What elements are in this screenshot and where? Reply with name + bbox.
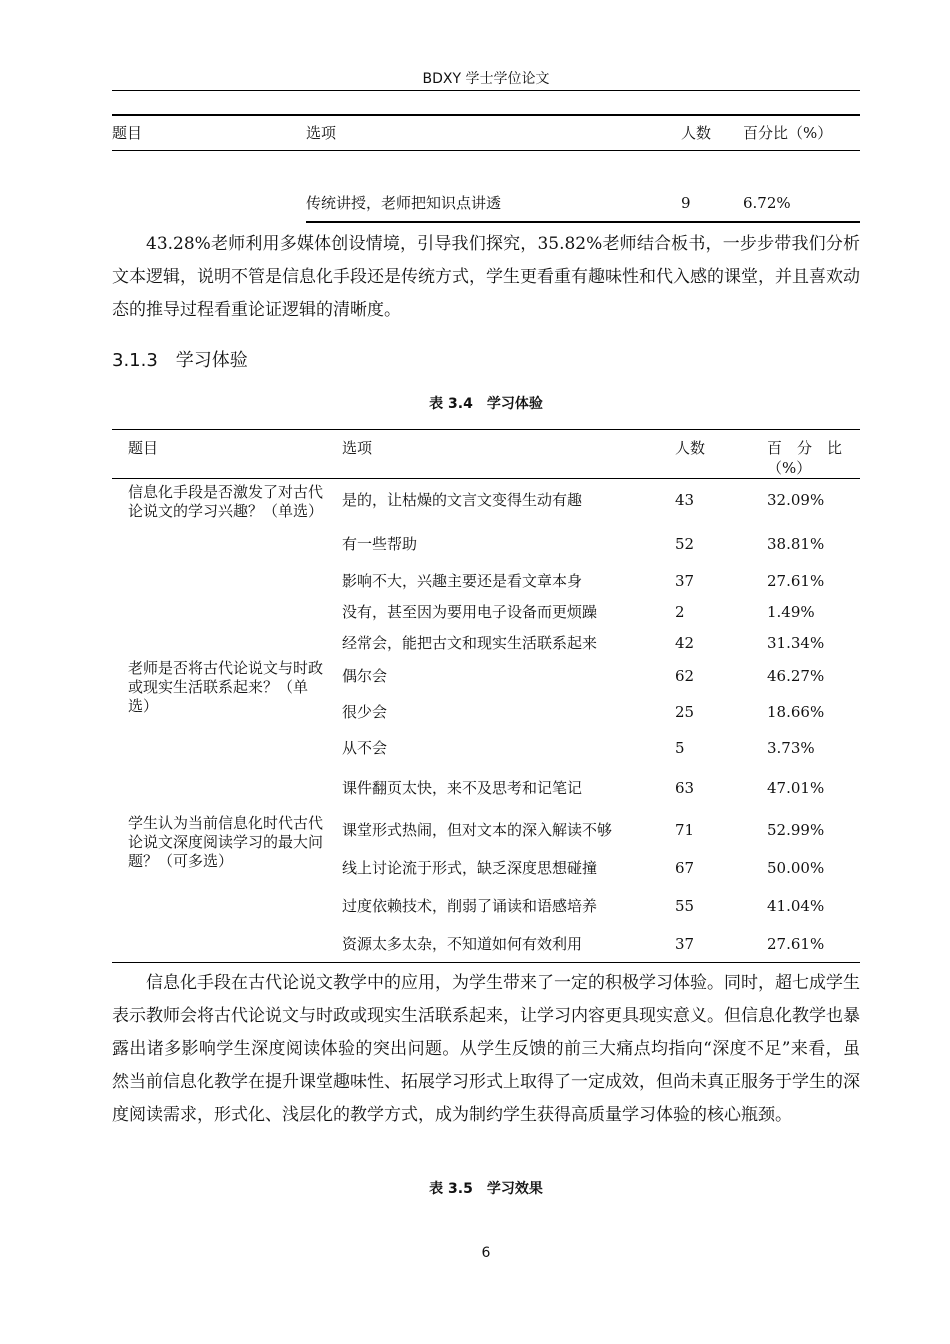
- table-3-4-bottom-rule: [112, 962, 860, 963]
- row-percent: 47.01%: [767, 779, 825, 797]
- table-3-4-header-rule: [112, 478, 860, 479]
- row-percent: 41.04%: [767, 897, 825, 915]
- row-option: 有一些帮助: [342, 535, 418, 553]
- section-heading: 3.1.3 学习体验: [112, 350, 248, 371]
- row-option: 线上讨论流于形式，缺乏深度思想碰撞: [342, 859, 598, 877]
- row-option: 很少会: [342, 703, 388, 721]
- table-top-header-count: 人数: [681, 124, 712, 142]
- row-count: 37: [675, 572, 695, 590]
- row-percent: 50.00%: [767, 859, 825, 877]
- table-top-header-question: 题目: [112, 124, 143, 142]
- question-2: 老师是否将古代论说文与时政或现实生活联系起来？（单选）: [128, 659, 324, 715]
- row-option: 课堂形式热闹，但对文本的深入解读不够: [342, 821, 613, 839]
- row-count: 71: [675, 821, 695, 839]
- paragraph-1: 43.28%老师利用多媒体创设情境，引导我们探究，35.82%老师结合板书，一步步带我们分析文本逻辑，说明不管是信息化手段还是传统方式，学生更看重有趣味性和代入感的课堂，并且喜欢动态的推导过程看重论证逻辑的清晰度。: [112, 234, 860, 320]
- row-option: 从不会: [342, 739, 388, 757]
- table-3-4-top-rule: [112, 429, 860, 430]
- row-count: 67: [675, 859, 695, 877]
- table-top-rule: [112, 114, 860, 116]
- row-count: 62: [675, 667, 695, 685]
- row-count: 42: [675, 634, 695, 652]
- table-3-4-header-question: 题目: [128, 439, 159, 457]
- row-percent: 18.66%: [767, 703, 825, 721]
- row-percent: 3.73%: [767, 739, 815, 757]
- question-1: 信息化手段是否激发了对古代论说文的学习兴趣？（单选）: [128, 483, 324, 520]
- row-count: 43: [675, 491, 695, 509]
- table-3-4-header-option: 选项: [342, 439, 373, 457]
- row-option: 是的，让枯燥的文言文变得生动有趣: [342, 491, 583, 509]
- table-3-4-caption: 表 3.4 学习体验: [429, 396, 543, 412]
- page-number: 6: [481, 1245, 491, 1261]
- row-count: 25: [675, 703, 695, 721]
- row-percent: 32.09%: [767, 491, 825, 509]
- row-option: 没有，甚至因为要用电子设备而更烦躁: [342, 603, 598, 621]
- row-option: 过度依赖技术，削弱了诵读和语感培养: [342, 897, 598, 915]
- paragraph-2: 信息化手段在古代论说文教学中的应用，为学生带来了一定的积极学习体验。同时，超七成学生表示教师会将古代论说文与时政或现实生活联系起来，让学习内容更具现实意义。但信息化教学也暴露出诸多影响学生深度阅读体验的突出问题。从学生反馈的前三大痛点均指向“深度不足”来看，虽然当前信息化教学在提升课堂趣味性、拓展学习形式上取得了一定成效，但尚未真正服务于学生的深度阅读需求，形式化、浅层化的教学方式，成为制约学生获得高质量学习体验的核心瓶颈。: [112, 973, 860, 1125]
- row-count: 55: [675, 897, 695, 915]
- row-count: 63: [675, 779, 695, 797]
- row-percent: 46.27%: [767, 667, 825, 685]
- row-count: 52: [675, 535, 695, 553]
- row-count: 2: [675, 603, 685, 621]
- row-percent: 31.34%: [767, 634, 825, 652]
- row-percent: 1.49%: [767, 603, 815, 621]
- table-top-header-percent: 百分比（%）: [743, 124, 833, 142]
- row-percent: 38.81%: [767, 535, 825, 553]
- question-3: 学生认为当前信息化时代古代论说文深度阅读学习的最大问题？（可多选）: [128, 814, 324, 870]
- row-count: 5: [675, 739, 685, 757]
- row-percent: 52.99%: [767, 821, 825, 839]
- table-top-header-option: 选项: [306, 124, 337, 142]
- row-option: 影响不大，兴趣主要还是看文章本身: [342, 572, 583, 590]
- table-top-bottom-rule: [306, 221, 860, 223]
- table-3-4-header-percent: 百 分 比（%）: [767, 439, 843, 477]
- table-top-header-rule: [112, 150, 860, 151]
- table-top-row-percent: 6.72%: [743, 194, 791, 212]
- page-header: BDXY 学士学位论文: [422, 71, 550, 87]
- table-3-4-header-count: 人数: [675, 439, 706, 457]
- table-3-5-caption: 表 3.5 学习效果: [429, 1181, 543, 1197]
- row-option: 经常会，能把古文和现实生活联系起来: [342, 634, 598, 652]
- row-count: 37: [675, 935, 695, 953]
- row-option: 课件翻页太快，来不及思考和记笔记: [342, 779, 583, 797]
- row-percent: 27.61%: [767, 572, 825, 590]
- header-rule: [112, 90, 860, 91]
- table-top-row-count: 9: [681, 194, 691, 212]
- table-top-row-option: 传统讲授，老师把知识点讲透: [306, 194, 502, 212]
- row-option: 资源太多太杂，不知道如何有效利用: [342, 935, 583, 953]
- row-option: 偶尔会: [342, 667, 388, 685]
- row-percent: 27.61%: [767, 935, 825, 953]
